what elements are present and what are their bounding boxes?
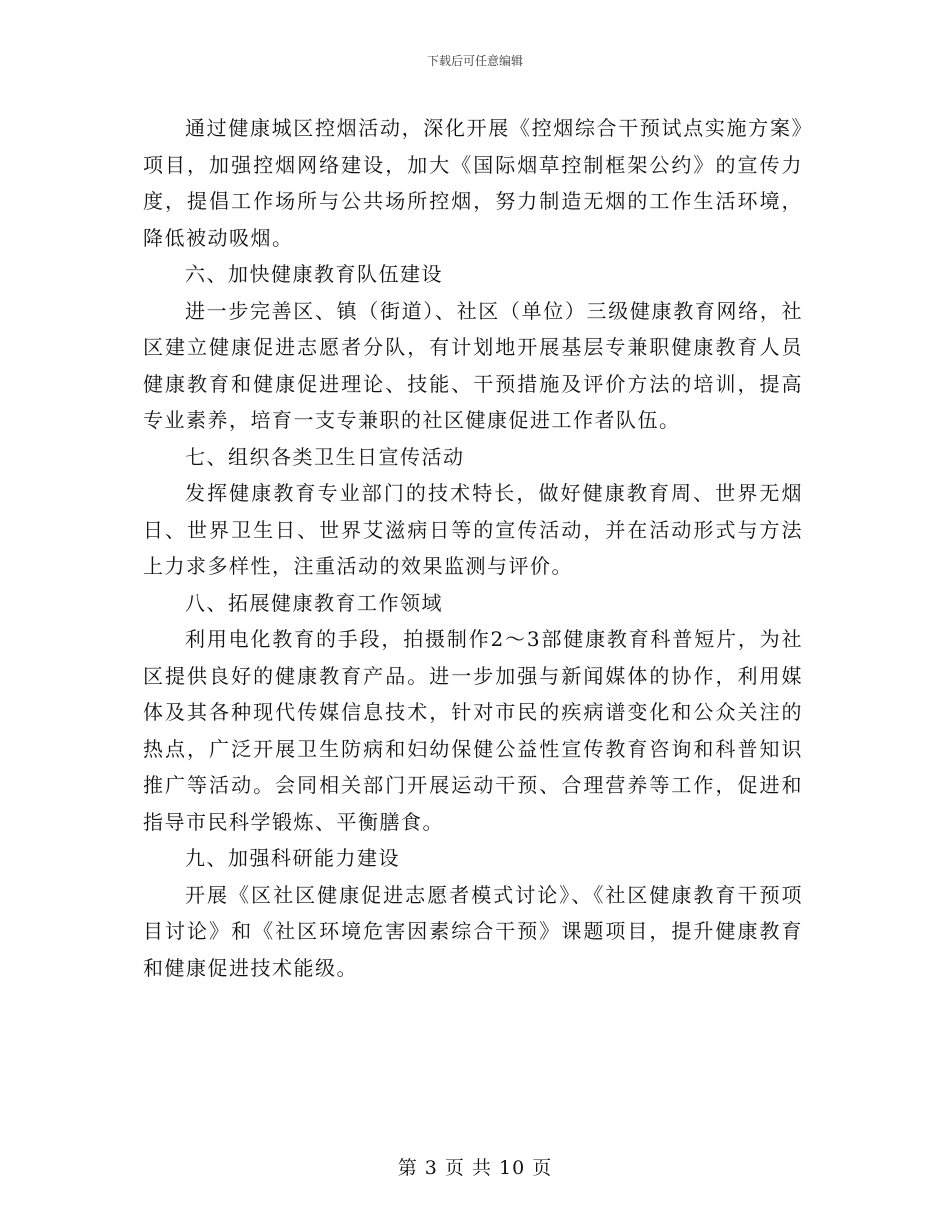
section-heading-9: 九、加强科研能力建设 — [185, 846, 400, 870]
document-body — [143, 110, 803, 986]
paragraph-health-days: 发挥健康教育专业部门的技术特长，做好健康教育周、世界无烟日、世界卫生日、世界艾滋病日等的宣传活动，并在活动形式与方法上力求多样性，注重活动的效果监测与评价。 — [143, 481, 803, 578]
page-number: 第 3 页 共 10 页 — [397, 1157, 553, 1179]
section-heading-8: 八、拓展健康教育工作领域 — [185, 590, 443, 615]
paragraph-team-building: 进一步完善区、镇（街道）、社区（单位）三级健康教育网络，社区建立健康促进志愿者分队，有计划地开展基层专兼职健康教育人员健康教育和健康促进理论、技能、干预措施及评价方法的培训，提高专业素养，培育一支专兼职的社区健康促进工作者队伍。 — [143, 298, 803, 432]
paragraph-expand-fields: 利用电化教育的手段，拍摄制作2～3部健康教育科普短片，为社区提供良好的健康教育产品。进一步加强与新闻媒体的协作，利用媒体及其各种现代传媒信息技术，针对市民的疾病谱变化和公众关注的热点，广泛开展卫生防病和妇幼保健公益性宣传教育咨询和科普知识推广等活动。会同相关部门开展运动干预、合理营养等工作，促进和指导市民科学锻炼、平衡膳食。 — [143, 627, 803, 834]
section-heading-7: 七、组织各类卫生日宣传活动 — [185, 444, 465, 469]
page-header-note: 下载后可任意编辑 — [426, 54, 523, 68]
paragraph-research: 开展《区社区健康促进志愿者模式讨论》、《社区健康教育干预项目讨论》和《社区环境危害因素综合干预》课题项目，提升健康教育和健康促进技术能级。 — [143, 882, 803, 980]
section-heading-6: 六、加快健康教育队伍建设 — [185, 262, 443, 286]
paragraph-tobacco-control: 通过健康城区控烟活动，深化开展《控烟综合干预试点实施方案》项目，加强控烟网络建设，加大《国际烟草控制框架公约》的宣传力度，提倡工作场所与公共场所控烟，努力制造无烟的工作生活环境，降低被动吸烟。 — [143, 116, 803, 250]
